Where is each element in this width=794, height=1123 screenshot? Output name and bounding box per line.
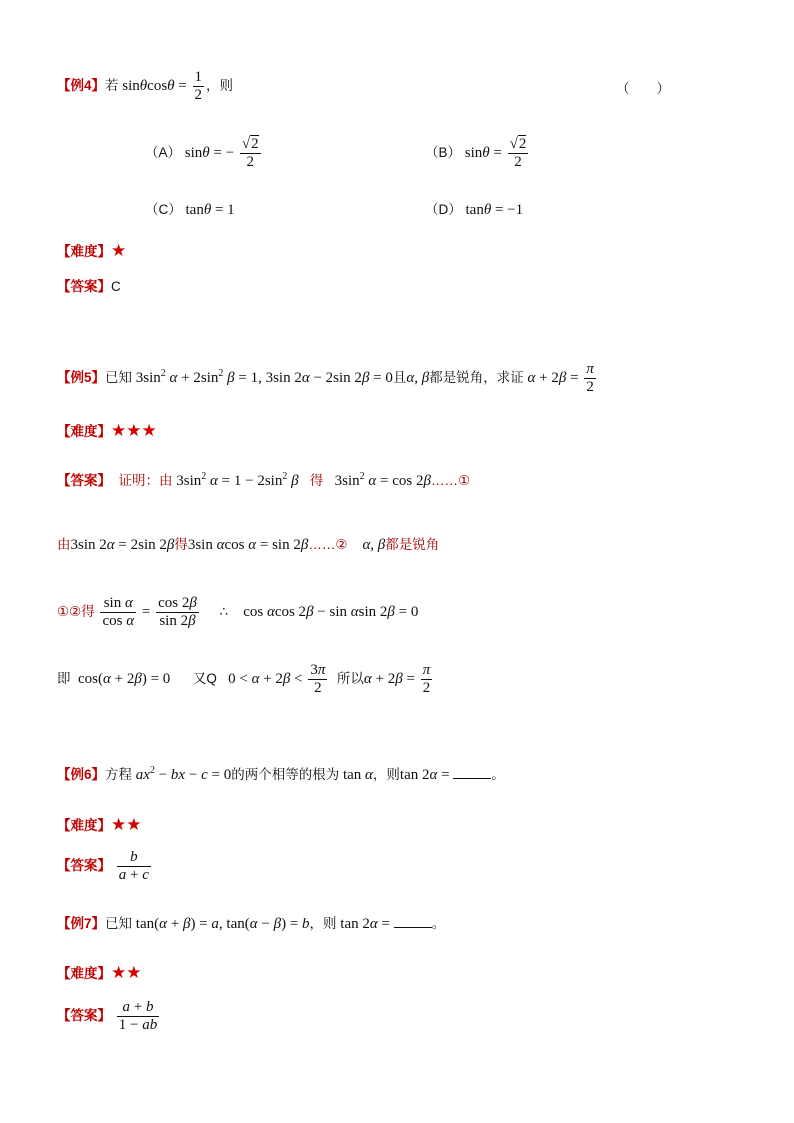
ex4-formula: sinθcosθ = $\frac{1}{2}$ [122, 69, 203, 104]
ex7-difficulty: 【难度】★★ [57, 963, 142, 982]
ex4-label: 【例4】 [57, 78, 106, 93]
ex6-difficulty: 【难度】★★ [57, 815, 142, 834]
star-icon: ★★★ [111, 421, 157, 440]
ex5-proof-line4: 即 cos(α + 2β) = 0 又Q 0 < α + 2β < $\frac{3\pi}{2}$ 所以α + 2β = $\frac{\pi}{2}$ [57, 662, 431, 697]
ex5-proof-line2: 由3sin 2α = 2sin 2β得3sin αcos α = sin 2β……② α, β都是锐角 [57, 537, 440, 553]
fill-blank[interactable] [453, 766, 491, 779]
ex5-stem: 【例5】已知 $3\sin^2$ $\alpha + 2\sin^2$ β = 1, 3sin 2α − 2sin 2β = 0且α, β都是锐角，求证 α + 2β = $\frac{\pi}{2}$ [57, 361, 594, 396]
ex4-difficulty: 【难度】★ [57, 241, 127, 260]
ex7-answer: 【答案】 $\frac{a + b}{1 - ab}$ [57, 999, 158, 1034]
ex7-stem: 【例7】已知 tan(α + β) = a, tan(α − β) = b，则 tan 2α = 。 [57, 916, 446, 932]
ex6-answer: 【答案】 $\frac{b}{a + c}$ [57, 849, 149, 884]
fill-blank[interactable] [394, 915, 432, 928]
ex4-stem: 【例4】若 sinθcosθ = $\frac{1}{2}$ ，则 [57, 69, 234, 104]
ex4-option-d[interactable]: （D） tanθ = −1 [425, 202, 524, 218]
star-icon: ★★ [111, 963, 142, 982]
ex6-stem: 【例6】方程 $ax^2$ − bx − c = 0的两个相等的根为 tan α，则tan 2α = 。 [57, 765, 505, 783]
star-icon: ★ [111, 241, 127, 260]
ex4-option-c[interactable]: （C） tanθ = 1 [145, 202, 235, 218]
ex4-answer: 【答案】C [57, 279, 121, 294]
ex5-proof-line1: 【答案】 证明：由 $3\sin^2$ $\alpha = 1 - 2\sin^2$ β 得 $3\sin^2$ α = cos 2β……① [57, 471, 471, 489]
star-icon: ★★ [111, 815, 142, 834]
ex4-option-b[interactable]: （B） sinθ = $\frac{√2}{2}$ [425, 136, 527, 171]
ex4-answer-paren: （ ） [616, 81, 670, 96]
ex5-difficulty: 【难度】★★★ [57, 421, 157, 440]
ex4-option-a[interactable]: （A） sinθ = − $\frac{√2}{2}$ [145, 136, 259, 171]
ex5-proof-line3: ①②得 $\frac{\text{sin α}}{\text{cos α}}$ = $\frac{\cos 2\beta}{\sin 2\beta}$ ∴ cos αcos 2β − sin αsin 2β = 0 [57, 595, 419, 630]
